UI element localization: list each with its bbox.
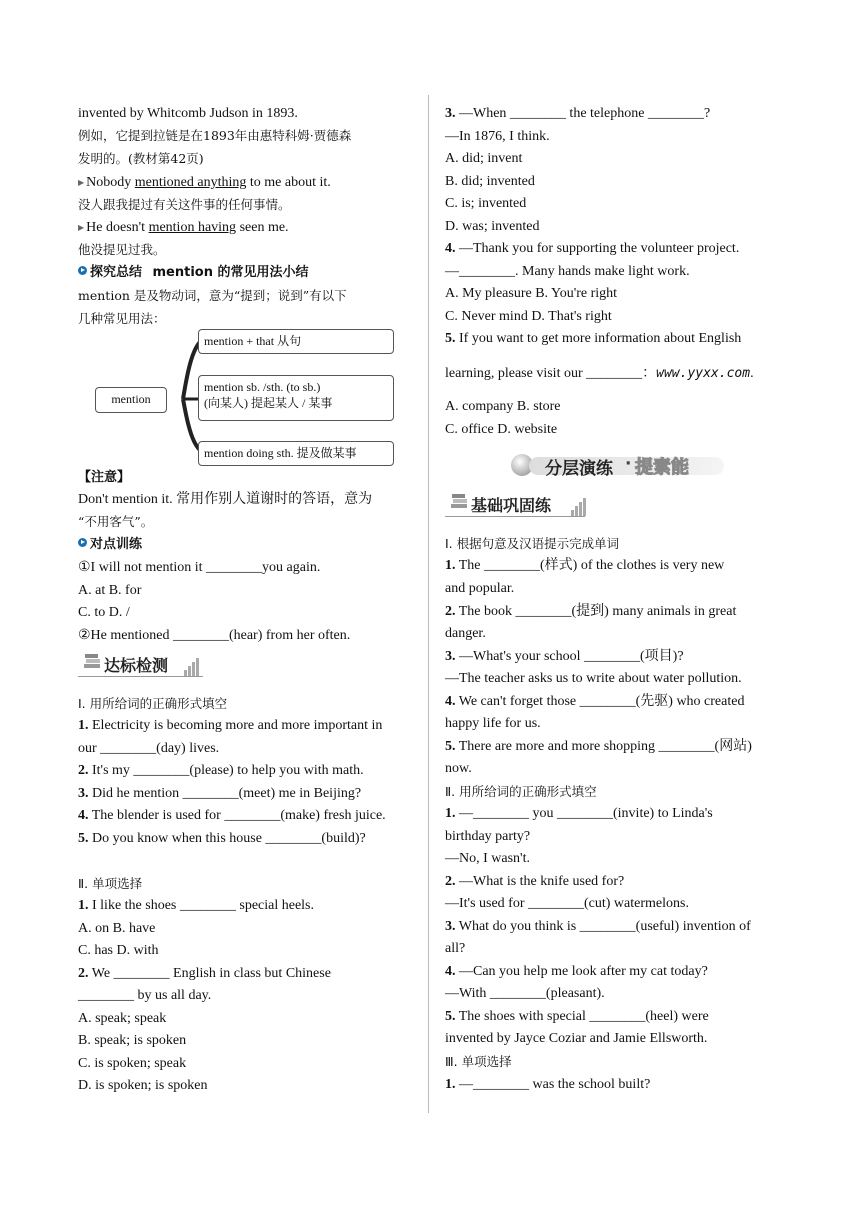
- diagram-branch-that-clause: mention + that 从句: [198, 329, 394, 354]
- option-line: D. was; invented: [445, 219, 540, 234]
- question-line: 3. —What's your school ________(项目)?: [445, 649, 684, 664]
- question-line: 5. There are more and more shopping ________(网站): [445, 739, 752, 754]
- question-line: all?: [445, 941, 466, 956]
- section-3-title: Ⅲ. 单项选择: [445, 1054, 512, 1069]
- option-line: C. office D. website: [445, 422, 558, 437]
- option-line: C. is; invented: [445, 196, 527, 211]
- option-line: C. Never mind D. That's right: [445, 309, 612, 324]
- question-line: —________. Many hands make light work.: [445, 264, 690, 279]
- question-line: ________ by us all day.: [78, 988, 212, 1003]
- practice-line: A. at B. for: [78, 583, 142, 598]
- bullet-triangle-icon: ▶: [78, 223, 85, 232]
- section-2-title: Ⅱ. 单项选择: [78, 876, 143, 891]
- question-line: —The teacher asks us to write about water pollution.: [445, 671, 742, 686]
- option-line: A. My pleasure B. You're right: [445, 286, 618, 301]
- question-line: and popular.: [445, 581, 515, 596]
- note-line-2: “不用客气”。: [78, 514, 154, 529]
- option-line: C. is spoken; speak: [78, 1056, 187, 1071]
- question-line: now.: [445, 761, 472, 776]
- section-2-title: Ⅱ. 用所给词的正确形式填空: [445, 784, 597, 799]
- practice-line: ①I will not mention it ________you again.: [78, 560, 321, 575]
- diagram-branch-doing: mention doing sth. 提及做某事: [198, 441, 394, 466]
- section-1-title: Ⅰ. 根据句意及汉语提示完成单词: [445, 536, 620, 551]
- diagram-center-node: mention: [95, 387, 167, 413]
- question-line: 2. It's my ________(please) to help you with math.: [78, 763, 364, 778]
- option-line: A. company B. store: [445, 399, 561, 414]
- question-line: 3. —When ________ the telephone ________?: [445, 106, 711, 121]
- intro-en: invented by Whitcomb Judson in 1893.: [78, 106, 298, 121]
- example-1: ▶ Nobody mentioned anything to me about it.: [78, 175, 331, 190]
- note-line-1: Don't mention it. 常用作别人道谢时的答语，意为: [78, 492, 373, 507]
- question-line: —With ________(pleasant).: [445, 986, 605, 1001]
- question-line: learning, please visit our ________：www.yyxx.com.: [445, 366, 754, 381]
- question-line: 3. What do you think is ________(useful) invention of: [445, 919, 751, 934]
- question-line: 1. The ________(样式) of the clothes is very new: [445, 558, 725, 573]
- question-line: 3. Did he mention ________(meet) me in Beijing?: [78, 786, 362, 801]
- question-line: birthday party?: [445, 829, 531, 844]
- diagram-branch-sb-sth: mention sb. /sth. (to sb.) (向某人) 提起某人 / 某事: [198, 375, 394, 421]
- section-banner-jichu: 基础巩固练: [445, 490, 595, 518]
- books-icon: [82, 652, 104, 674]
- option-line: D. is spoken; is spoken: [78, 1078, 208, 1093]
- question-line: 4. We can't forget those ________(先驱) who created: [445, 694, 745, 709]
- main-section-banner: 分层演练 · 提素能: [511, 448, 721, 478]
- option-line: A. on B. have: [78, 921, 156, 936]
- question-line: 4. —Thank you for supporting the volunteer project.: [445, 241, 740, 256]
- play-circle-icon: [78, 538, 87, 547]
- option-line: A. speak; speak: [78, 1011, 167, 1026]
- question-line: 1. —________ you ________(invite) to Linda's: [445, 806, 713, 821]
- summary-text-2: 几种常见用法：: [78, 311, 166, 326]
- question-line: happy life for us.: [445, 716, 541, 731]
- summary-text-1: mention 是及物动词，意为“提到；说到”有以下: [78, 288, 347, 303]
- question-line: 4. The blender is used for ________(make) fresh juice.: [78, 808, 386, 823]
- question-line: 2. The book ________(提到) many animals in great: [445, 604, 737, 619]
- practice-heading: 对点训练: [78, 536, 142, 554]
- question-line: our ________(day) lives.: [78, 741, 220, 756]
- practice-line: ②He mentioned ________(hear) from her often.: [78, 628, 351, 643]
- question-line: 4. —Can you help me look after my cat today?: [445, 964, 708, 979]
- question-line: invented by Jayce Coziar and Jamie Ellsworth.: [445, 1031, 708, 1046]
- option-line: B. speak; is spoken: [78, 1033, 187, 1048]
- question-line: 1. —________ was the school built?: [445, 1077, 651, 1092]
- example-2: ▶ He doesn't mention having seen me.: [78, 220, 289, 235]
- section-1-title: Ⅰ. 用所给词的正确形式填空: [78, 696, 228, 711]
- intro-cn-2: 发明的。(教材第42页): [78, 151, 204, 166]
- option-line: A. did; invent: [445, 151, 523, 166]
- bar-chart-icon: [184, 658, 200, 676]
- question-line: —It's used for ________(cut) watermelons.: [445, 896, 689, 911]
- books-icon: [449, 492, 471, 514]
- example-2-cn: 他没提见过我。: [78, 242, 166, 257]
- website-url: www.yyxx.com: [656, 366, 751, 381]
- play-circle-icon: [78, 266, 87, 275]
- question-line: 1. I like the shoes ________ special heels.: [78, 898, 315, 913]
- question-line: —In 1876, I think.: [445, 129, 550, 144]
- question-line: 1. Electricity is becoming more and more important in: [78, 718, 383, 733]
- question-line: 5. The shoes with special ________(heel) were: [445, 1009, 709, 1024]
- question-line: —No, I wasn't.: [445, 851, 530, 866]
- summary-heading: 探究总结 mention 的常见用法小结: [78, 264, 309, 282]
- intro-cn-1: 例如，它提到拉链是在1893年由惠特科姆·贾德森: [78, 128, 352, 143]
- question-line: 2. —What is the knife used for?: [445, 874, 625, 889]
- example-1-cn: 没人跟我提过有关这件事的任何事情。: [78, 197, 291, 212]
- question-line: 5. If you want to get more information about English: [445, 331, 742, 346]
- option-line: B. did; invented: [445, 174, 535, 189]
- option-line: C. has D. with: [78, 943, 159, 958]
- bullet-triangle-icon: ▶: [78, 178, 85, 187]
- bar-chart-icon: [571, 498, 587, 516]
- question-line: 5. Do you know when this house ________(build)?: [78, 831, 366, 846]
- note-title: 【注意】: [78, 470, 131, 485]
- mention-usage-diagram: [95, 327, 395, 467]
- section-banner-dabiao: 达标检测: [78, 650, 218, 678]
- question-line: 2. We ________ English in class but Chinese: [78, 966, 331, 981]
- question-line: danger.: [445, 626, 486, 641]
- column-divider: [428, 95, 429, 1113]
- practice-line: C. to D. /: [78, 605, 130, 620]
